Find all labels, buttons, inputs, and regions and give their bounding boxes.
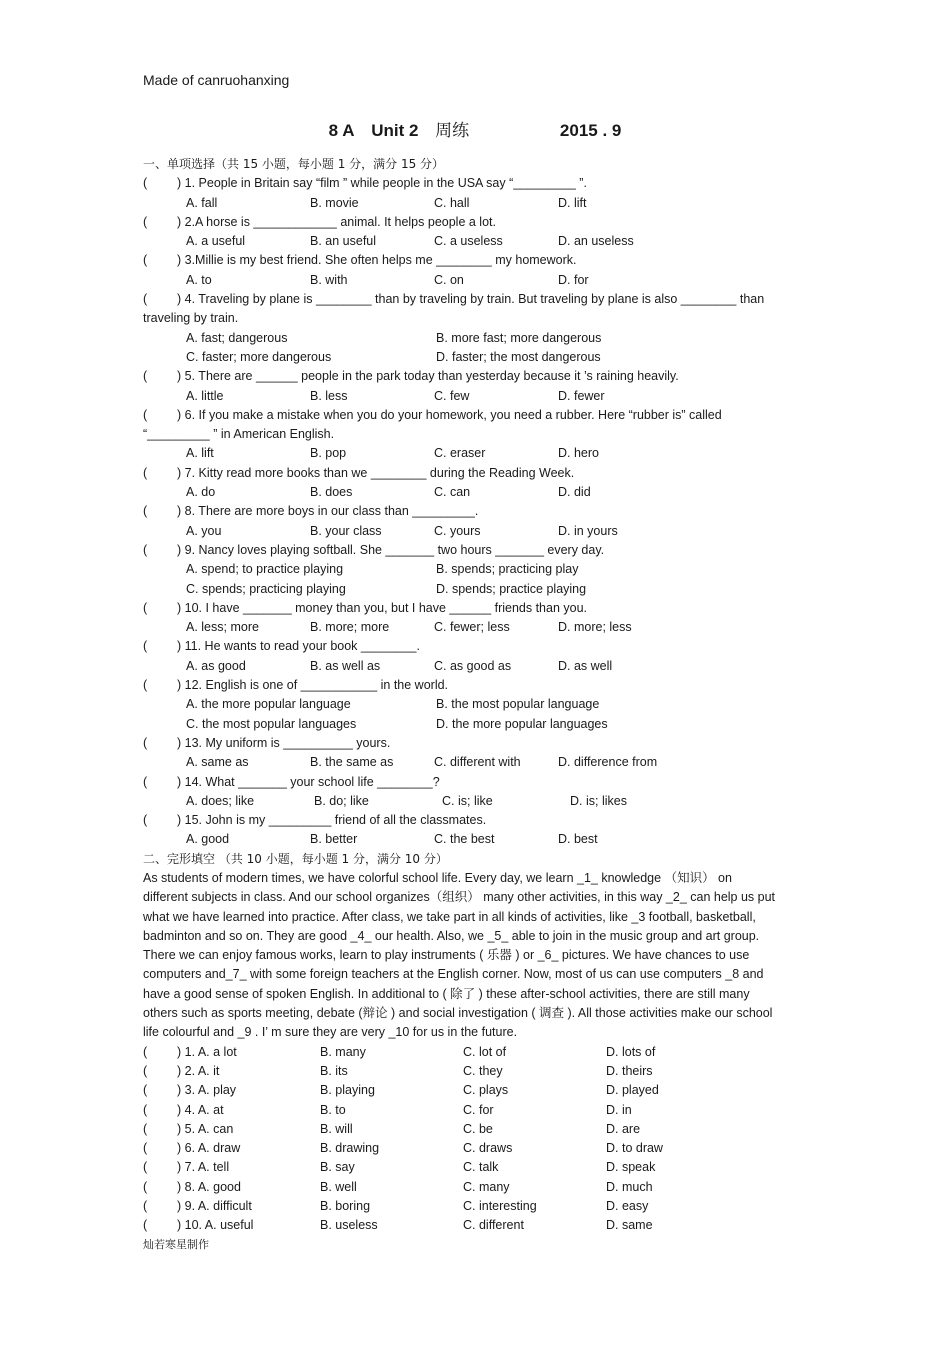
options-row <box>143 522 818 541</box>
option: B. will <box>320 1121 353 1136</box>
question-text: ) 3.Millie is my best friend. She often helps me ________ my homework. <box>177 253 577 268</box>
option: D. hero <box>558 446 599 461</box>
option: C. plays <box>463 1083 509 1098</box>
passage-line: life colourful and _9 . I’ m sure they are very _10 for us in the future. <box>143 1025 518 1040</box>
answer-blank: ( <box>143 1141 148 1156</box>
option: B. useless <box>320 1218 378 1233</box>
option: C. is; like <box>442 793 493 808</box>
grade-label: 8 A <box>328 121 355 140</box>
option: D. is; likes <box>570 793 627 808</box>
option: C. talk <box>463 1160 499 1175</box>
option: C. on <box>434 272 464 287</box>
option: C. as good as <box>434 658 512 673</box>
option: A. a useful <box>186 234 246 249</box>
options-row <box>143 329 818 348</box>
question-text: ) 12. English is one of ___________ in the world. <box>177 678 449 693</box>
answer-blank: ( <box>143 1199 148 1214</box>
cloze-question-row <box>143 1178 818 1197</box>
made-by-line: Made of canruohanxing <box>143 72 290 88</box>
option: B. better <box>310 832 358 847</box>
question-text: ) 6. If you make a mistake when you do your homework, you need a rubber. Here “rubber is” called <box>177 407 722 422</box>
answer-blank: ( <box>143 542 148 557</box>
option: ) 5. A. can <box>177 1121 234 1136</box>
option: B. as well as <box>310 658 381 673</box>
option: ) 2. A. it <box>177 1063 220 1078</box>
passage-line: There we can enjoy famous works, learn to play instruments ( 乐器 ) or _6_ pictures. We have chances to use <box>143 948 750 963</box>
cloze-question-row <box>143 1158 818 1177</box>
option: B. boring <box>320 1199 371 1214</box>
options-row <box>143 444 818 463</box>
cloze-question-row <box>143 1216 818 1235</box>
option: ) 9. A. difficult <box>177 1199 252 1214</box>
answer-blank: ( <box>143 465 148 480</box>
option: B. many <box>320 1044 366 1059</box>
question-text: ) 13. My uniform is __________ yours. <box>177 735 391 750</box>
option: D. lots of <box>606 1044 656 1059</box>
options-row <box>143 830 818 849</box>
unit-label: Unit 2 <box>371 121 419 140</box>
answer-blank: ( <box>143 176 148 191</box>
option: ) 6. A. draw <box>177 1141 241 1156</box>
option: A. spend; to practice playing <box>186 562 344 577</box>
option: B. an useful <box>310 234 377 249</box>
answer-blank: ( <box>143 600 148 615</box>
cloze-question-row <box>143 1139 818 1158</box>
options-row <box>143 194 818 213</box>
question-text: ) 7. Kitty read more books than we ________ during the Reading Week. <box>177 465 575 480</box>
option: D. difference from <box>558 755 658 770</box>
option: A. you <box>186 523 222 538</box>
cloze-question-row <box>143 1101 818 1120</box>
option: A. fast; dangerous <box>186 330 288 345</box>
option: D. lift <box>558 195 587 210</box>
question-row <box>143 213 818 232</box>
option: D. much <box>606 1179 653 1194</box>
option: B. spends; practicing play <box>436 562 579 577</box>
option: D. same <box>606 1218 653 1233</box>
option: A. less; more <box>186 620 259 635</box>
option: C. eraser <box>434 446 486 461</box>
option: C. can <box>434 485 471 500</box>
answer-blank: ( <box>143 1121 148 1136</box>
answer-blank: ( <box>143 1218 148 1233</box>
question-row <box>143 676 818 695</box>
question-row <box>143 599 818 618</box>
passage-line: different subjects in class. And our school organizes（组织） many other activities, in this way _2_ can help us put <box>143 890 776 905</box>
option: B. movie <box>310 195 359 210</box>
option: D. did <box>558 485 591 500</box>
option: D. theirs <box>606 1063 653 1078</box>
options-row <box>143 232 818 251</box>
footer-credit: 灿若寒星制作 <box>143 1238 209 1251</box>
question-row <box>143 290 818 309</box>
option: D. more; less <box>558 620 632 635</box>
option: B. pop <box>310 446 347 461</box>
question-row <box>143 367 818 386</box>
option: C. they <box>463 1063 503 1078</box>
question-row <box>143 637 818 656</box>
options-row <box>143 560 818 579</box>
option: C. the best <box>434 832 495 847</box>
option: C. yours <box>434 523 481 538</box>
option: A. fall <box>186 195 218 210</box>
option: B. the same as <box>310 755 394 770</box>
answer-blank: ( <box>143 369 148 384</box>
option: D. for <box>558 272 589 287</box>
option: A. does; like <box>186 793 255 808</box>
question-row <box>143 502 818 521</box>
options-row <box>143 348 818 367</box>
option: C. the most popular languages <box>186 716 357 731</box>
options-row <box>143 271 818 290</box>
options-row <box>143 753 818 772</box>
answer-blank: ( <box>143 735 148 750</box>
option: B. more; more <box>310 620 390 635</box>
question-text: ) 1. People in Britain say “film ” while people in the USA say “_________ ”. <box>177 176 587 191</box>
option: A. do <box>186 485 216 500</box>
option: C. many <box>463 1179 510 1194</box>
option: D. spends; practice playing <box>436 581 587 596</box>
answer-blank: ( <box>143 1160 148 1175</box>
section2-questions <box>143 1043 818 1236</box>
option: A. the more popular language <box>186 697 351 712</box>
option: A. good <box>186 832 230 847</box>
option: C. different <box>463 1218 524 1233</box>
option: C. hall <box>434 195 470 210</box>
section2-heading: 二、完形填空 （共 10 小题，每小题 1 分，满分 10 分） <box>143 851 448 866</box>
answer-blank: ( <box>143 639 148 654</box>
answer-blank: ( <box>143 214 148 229</box>
question-row <box>143 406 818 425</box>
option: B. playing <box>320 1083 375 1098</box>
options-row <box>143 695 818 714</box>
passage-line: others such as sports meeting, debate (辩论 ) and social investigation ( 调查 ). All those activities make our school <box>143 1006 773 1021</box>
section1-questions <box>143 174 818 849</box>
question-row <box>143 251 818 270</box>
answer-blank: ( <box>143 1044 148 1059</box>
cloze-question-row <box>143 1043 818 1062</box>
question-row <box>143 811 818 830</box>
option: C. different with <box>434 755 521 770</box>
option: ) 4. A. at <box>177 1102 224 1117</box>
question-continuation: traveling by train. <box>143 311 239 326</box>
cloze-question-row <box>143 1120 818 1139</box>
option: D. are <box>606 1121 641 1136</box>
option: D. to draw <box>606 1141 663 1156</box>
option: B. say <box>320 1160 355 1175</box>
cloze-question-row <box>143 1062 818 1081</box>
answer-blank: ( <box>143 1063 148 1078</box>
answer-blank: ( <box>143 504 148 519</box>
question-row <box>143 541 818 560</box>
passage-line: what we have learned into practice. After class, we take part in all kinds of activities, like _3 football, basketball, <box>143 909 756 924</box>
option: ) 8. A. good <box>177 1179 241 1194</box>
question-row <box>143 773 818 792</box>
option: B. more fast; more dangerous <box>436 330 602 345</box>
option: C. be <box>463 1121 493 1136</box>
option: C. spends; practicing playing <box>186 581 346 596</box>
answer-blank: ( <box>143 407 148 422</box>
option: B. well <box>320 1179 357 1194</box>
weekly-label: 周练 <box>435 121 470 141</box>
cloze-question-row <box>143 1081 818 1100</box>
option: D. the more popular languages <box>436 716 608 731</box>
option: C. a useless <box>434 234 503 249</box>
option: B. your class <box>310 523 382 538</box>
question-text: ) 5. There are ______ people in the park today than yesterday because it ’s raining heavily. <box>177 369 679 384</box>
option: A. as good <box>186 658 246 673</box>
option: D. as well <box>558 658 613 673</box>
answer-blank: ( <box>143 1179 148 1194</box>
question-row <box>143 464 818 483</box>
question-text: ) 8. There are more boys in our class than _________. <box>177 504 479 519</box>
option: A. to <box>186 272 212 287</box>
passage-line: As students of modern times, we have colorful school life. Every day, we learn _1_ knowledge （知识） on <box>143 870 732 885</box>
option: ) 3. A. play <box>177 1083 237 1098</box>
question-text: ) 10. I have _______ money than you, but I have ______ friends than you. <box>177 600 588 615</box>
option: ) 7. A. tell <box>177 1160 230 1175</box>
option: C. draws <box>463 1141 513 1156</box>
passage-line: have a good sense of spoken English. In additional to ( 除了 ) these after-school activities, there are still many <box>143 986 750 1001</box>
option: D. fewer <box>558 388 605 403</box>
question-text: ) 14. What _______ your school life ________? <box>177 774 440 789</box>
options-row <box>143 580 818 599</box>
option: D. faster; the most dangerous <box>436 349 601 364</box>
answer-blank: ( <box>143 1102 148 1117</box>
option: B. less <box>310 388 348 403</box>
option: B. the most popular language <box>436 697 600 712</box>
date-label: 2015 . 9 <box>559 121 622 140</box>
option: D. played <box>606 1083 659 1098</box>
options-row <box>143 483 818 502</box>
question-text: ) 11. He wants to read your book ________. <box>177 639 420 654</box>
option: D. an useless <box>558 234 634 249</box>
section1-heading: 一、单项选择（共 15 小题，每小题 1 分，满分 15 分） <box>143 157 445 171</box>
question-text: ) 2.A horse is ____________ animal. It helps people a lot. <box>177 214 496 229</box>
options-row <box>143 387 818 406</box>
passage-line: computers and_7_ with some foreign teachers at the English corner. Now, most of us can use computers _8 and <box>143 967 764 982</box>
options-row <box>143 657 818 676</box>
answer-blank: ( <box>143 774 148 789</box>
answer-blank: ( <box>143 292 148 307</box>
option: D. in yours <box>558 523 618 538</box>
option: B. with <box>310 272 348 287</box>
option: D. in <box>606 1102 632 1117</box>
option: ) 1. A. a lot <box>177 1044 237 1059</box>
cloze-passage <box>143 869 818 1043</box>
option: B. to <box>320 1102 346 1117</box>
question-text: ) 4. Traveling by plane is ________ than by traveling by train. But traveling by plane is also ________ than <box>177 292 765 307</box>
option: B. drawing <box>320 1141 380 1156</box>
option: D. best <box>558 832 598 847</box>
answer-blank: ( <box>143 813 148 828</box>
option: A. lift <box>186 446 214 461</box>
question-row <box>143 174 818 193</box>
option: C. few <box>434 388 470 403</box>
option: D. speak <box>606 1160 656 1175</box>
answer-blank: ( <box>143 253 148 268</box>
option: A. little <box>186 388 224 403</box>
answer-blank: ( <box>143 678 148 693</box>
option: B. do; like <box>314 793 369 808</box>
question-text: ) 9. Nancy loves playing softball. She _______ two hours _______ every day. <box>177 542 605 557</box>
option: ) 10. A. useful <box>177 1218 254 1233</box>
option: C. interesting <box>463 1199 537 1214</box>
answer-blank: ( <box>143 1083 148 1098</box>
option: C. fewer; less <box>434 620 510 635</box>
option: C. for <box>463 1102 494 1117</box>
option: B. its <box>320 1063 348 1078</box>
option: D. easy <box>606 1199 649 1214</box>
option: C. faster; more dangerous <box>186 349 332 364</box>
option: B. does <box>310 485 353 500</box>
question-text: ) 15. John is my _________ friend of all the classmates. <box>177 813 487 828</box>
question-row <box>143 734 818 753</box>
question-continuation: “_________ ” in American English. <box>143 427 335 442</box>
options-row <box>143 715 818 734</box>
options-row <box>143 618 818 637</box>
option: C. lot of <box>463 1044 507 1059</box>
cloze-question-row <box>143 1197 818 1216</box>
exam-content <box>143 155 818 1236</box>
page-title <box>0 116 950 141</box>
options-row <box>143 792 818 811</box>
passage-line: badminton and so on. They are good _4_ our health. Also, we _5_ able to join in the music group and art group. <box>143 928 760 943</box>
option: A. same as <box>186 755 249 770</box>
